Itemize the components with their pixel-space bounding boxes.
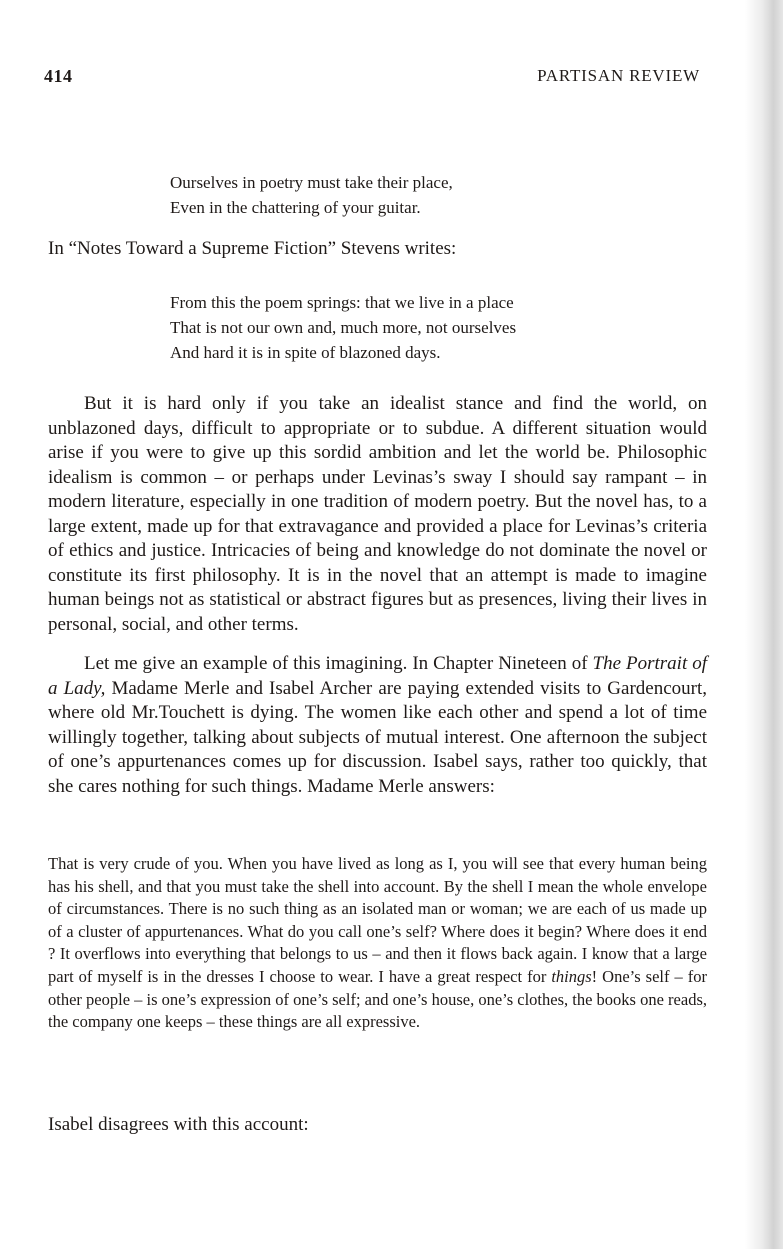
- paragraph-text: Madame Merle and Isabel Archer are paying extended visits to Gardencourt, where old Mr.Touchett is dying. The women like each other and spend a lot of time willingly together, talking about subjects of mutual interest. One afternoon the subject of one’s appurtenances comes up for discussion. Isabel says, rather too quickly, that she cares nothing for such things. Madame Merle answers:: [48, 677, 708, 797]
- verse-quote-guitar: [170, 170, 453, 220]
- quote-text: That is very crude of you. When you have lived as long as I, you will see that every human being has his shell, and that you must take the shell into account. By the shell I mean the whole envelope of circumstances. There is no such thing as an isolated man or woman; we are each of us made up of a cluster of appurtenances. What do you call one’s self? Where does it begin? Where does it end ? It overflows into everything that belongs to us – and then it flows back again. I know that a large part of myself is in the dresses I choose to wear. I have a great respect for: [48, 854, 707, 986]
- page-edge-shadow: [745, 0, 783, 1249]
- quote-text: ! One’s self – for other people – is one’s expression of one’s self; and one’s house, one’s clothes, the books one reads, the company one keeps – these things are all expressive.: [48, 966, 707, 1032]
- closing-line: Isabel disagrees with this account:: [48, 1114, 309, 1135]
- verse-line: Ourselves in poetry must take their place,: [170, 173, 453, 192]
- verse-line: That is not our own and, much more, not ourselves: [170, 318, 517, 337]
- journal-title: PARTISAN REVIEW: [537, 66, 700, 85]
- verse-line: From this the poem springs: that we live in a place: [170, 293, 514, 312]
- block-quote: [48, 853, 707, 1034]
- paragraph-text: Let me give an example of this imagining. In Chapter Nineteen of: [84, 653, 593, 674]
- quote-emphasis: things: [551, 966, 592, 986]
- verse-line: And hard it is in spite of blazoned days.: [170, 343, 441, 362]
- running-header: [44, 66, 700, 94]
- intro-line: In “Notes Toward a Supreme Fiction” Stevens writes:: [48, 238, 457, 259]
- verse-line: Even in the chattering of your guitar.: [170, 198, 421, 217]
- verse-quote-supreme-fiction: [170, 290, 516, 365]
- body-paragraph: But it is hard only if you take an idealist stance and find the world, on unblazoned days, difficult to appropriate or to subdue. A different situation would arise if you were to give up this sordid ambition and let the world be. Philosophic idealism is common – or perhaps under Levinas’s sway I should say rampant – in modern literature, especially in one tradition of modern poetry. But the novel has, to a large extent, made up for that extravagance and provided a place for Levinas’s criteria of ethics and justice. Intricacies of being and knowledge do not dominate the novel or constitute its first philosophy. It is in the novel that an attempt is made to imagine human beings not as statistical or abstract figures but as presences, living their lives in personal, social, and other terms.: [48, 393, 707, 635]
- book-title: The Portrait of a Lady,: [48, 653, 707, 699]
- body-paragraph: [48, 652, 707, 799]
- page-number: 414: [44, 66, 73, 86]
